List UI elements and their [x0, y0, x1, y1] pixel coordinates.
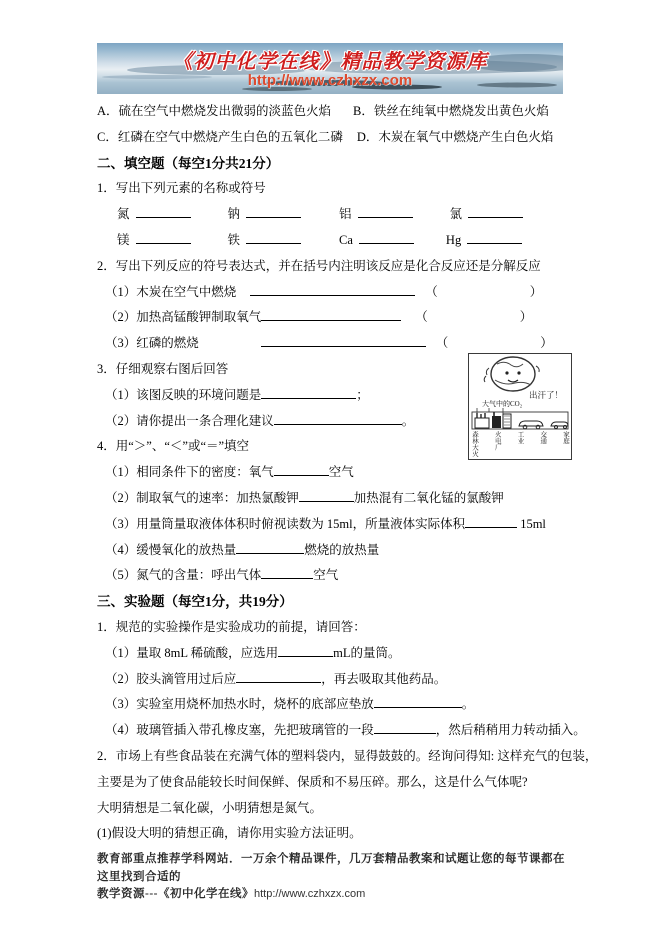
answer-blank	[250, 282, 415, 296]
section-heading-fill-in	[97, 151, 577, 177]
text-segment: 三、实验题（每空1分，共19分）	[97, 594, 293, 610]
spacer	[428, 320, 520, 321]
text-segment: C．红磷在空气中燃烧产生白色的五氧化二磷	[97, 129, 343, 144]
answer-blank	[261, 333, 426, 347]
answer-blank	[299, 488, 354, 502]
text-segment: （2）请你提出一条合理化建议	[105, 413, 274, 428]
banner-title: 《初中化学在线》精品教学资源库	[172, 51, 488, 73]
text-segment: （	[415, 310, 428, 325]
answer-blank	[261, 565, 313, 579]
q4-item-5	[97, 563, 577, 589]
spacer	[301, 217, 339, 218]
q3-figure-co2-cartoon	[468, 353, 572, 460]
answer-blank	[236, 540, 304, 554]
q2-item-2	[97, 305, 577, 331]
answer-blank	[465, 514, 517, 528]
text-segment: （1）量取 8mL 稀硫酸，应选用	[105, 645, 279, 660]
answer-blank	[261, 307, 401, 321]
text-segment: Hg	[445, 232, 462, 247]
answer-blank	[374, 694, 462, 708]
text-segment: 镁	[117, 232, 130, 247]
text-segment: （1）相同条件下的密度：氧气	[105, 465, 274, 480]
footer-url: http://www.czhxzx.com	[254, 888, 366, 900]
text-segment: 铁	[227, 232, 241, 247]
text-segment: 铝	[339, 207, 352, 222]
figure-source-label: 工业	[516, 431, 524, 444]
text-segment: ，再去吸取其他药品。	[321, 671, 447, 686]
answer-blank	[136, 204, 191, 218]
text-segment: 空气	[313, 568, 339, 583]
exp1-prompt	[97, 615, 577, 641]
spacer	[438, 295, 530, 296]
exp1-item-4	[97, 718, 586, 744]
text-segment: ；	[356, 387, 369, 402]
option-line-cd	[97, 125, 577, 151]
footer-line1: 教育部重点推荐学科网站．一万余个精品课件，几万套精品教案和试题让您的每节课都在这里找到合适的	[97, 853, 565, 883]
page-footer	[97, 851, 575, 904]
answer-blank	[261, 385, 356, 399]
spacer	[448, 346, 540, 347]
q2-item-1	[97, 280, 577, 306]
text-segment: 二、填空题（每空1分共21分）	[97, 155, 280, 171]
footer-line2	[97, 886, 575, 904]
text-segment: ，然后稍稍用力转动插入。	[435, 723, 586, 738]
figure-source-label: 火电厂	[493, 431, 501, 451]
text-segment: 2．写出下列反应的符号表达式，并在括号内注明该反应是化合反应还是分解反应	[97, 258, 541, 273]
q1-prompt	[97, 176, 577, 202]
footer-line2-text: 教学资源---《初中化学在线》	[97, 888, 254, 900]
answer-blank	[274, 462, 329, 476]
answer-blank	[468, 204, 523, 218]
option-line-ab	[97, 99, 577, 125]
text-segment: 2．市场上有些食品装在充满气体的塑料袋内，显得鼓鼓的。经询问得知: 这样充气的包装，	[97, 748, 598, 763]
answer-blank	[246, 230, 301, 244]
figure-source-label: 交通	[539, 431, 547, 444]
figure-labels	[471, 431, 569, 457]
exp2-guess-line	[97, 796, 577, 822]
text-segment: 4．用“＞”、“＜”或“＝”填空	[97, 439, 250, 454]
text-segment: 1．写出下列元素的名称或符号	[97, 181, 266, 196]
text-segment: 3．仔细观察右图后回答	[97, 361, 229, 376]
spacer	[199, 346, 261, 347]
figure-sweat-text: 出汗了！	[529, 390, 564, 400]
spacer	[236, 295, 250, 296]
spacer	[191, 243, 228, 244]
text-segment: 氮	[117, 207, 130, 222]
spacer	[426, 346, 436, 347]
text-segment: （5）氮气的含量：呼出气体	[105, 568, 262, 583]
q2-prompt	[97, 254, 577, 280]
spacer	[413, 217, 450, 218]
text-segment: D．木炭在氧气中燃烧产生白色火焰	[356, 129, 554, 144]
text-segment: （3）红磷的燃烧	[105, 336, 199, 351]
text-segment: （2）加热高锰酸钾制取氧气	[105, 310, 262, 325]
document-body	[97, 99, 598, 847]
text-segment: 。	[401, 413, 415, 428]
text-segment: ）	[540, 336, 553, 351]
text-segment: A．硫在空气中燃烧发出微弱的淡蓝色火焰	[97, 104, 332, 118]
exp1-item-2	[97, 667, 577, 693]
exp2-prompt-line1	[97, 744, 598, 770]
spacer	[331, 114, 353, 115]
text-segment: 15ml	[517, 516, 546, 531]
answer-blank	[358, 204, 413, 218]
answer-blank	[246, 204, 301, 218]
text-segment: ）	[529, 284, 543, 299]
text-segment: （4）玻璃管插入带孔橡皮塞，先把玻璃管的一段	[105, 723, 374, 738]
exp2-item-1	[97, 821, 577, 847]
text-segment: （2）制取氧气的速率：加热氯酸钾	[105, 490, 299, 505]
spacer	[414, 243, 446, 244]
q4-item-4	[97, 538, 577, 564]
text-segment: （1）木炭在空气中燃烧	[105, 284, 237, 299]
q4-item-2	[97, 486, 577, 512]
spacer	[301, 243, 339, 244]
exp1-item-1	[97, 641, 577, 667]
element-row-1	[97, 202, 577, 228]
text-segment: (1)假设大明的猜想正确，请你用实验方法证明。	[97, 826, 362, 841]
text-segment: 主要是为了使食品能较长时间保鲜、保质和不易压碎。那么，这是什么气体呢?	[97, 774, 528, 789]
text-segment: 钠	[227, 207, 241, 222]
text-segment: 1．规范的实验操作是实验成功的前提，请回答：	[97, 619, 366, 634]
figure-co2-label: 大气中的CO₂	[482, 400, 523, 408]
text-segment: 空气	[328, 465, 354, 480]
exp1-item-3	[97, 692, 577, 718]
text-segment: mL的量筒。	[333, 645, 401, 660]
answer-blank	[236, 669, 321, 683]
text-segment: （1）该图反映的环境问题是	[105, 387, 262, 402]
element-row-2	[97, 228, 577, 254]
answer-blank	[278, 643, 333, 657]
answer-blank	[467, 230, 522, 244]
text-segment: （	[435, 336, 449, 351]
text-segment: 燃烧的放热量	[304, 542, 380, 557]
spacer	[415, 295, 425, 296]
text-segment: 加热混有二氧化锰的氯酸钾	[353, 490, 504, 505]
answer-blank	[359, 230, 414, 244]
answer-blank	[374, 720, 436, 734]
figure-source-label: 家庭	[562, 431, 569, 444]
text-segment: （3）用量筒量取液体体积时俯视读数为 15ml，所量液体实际体积	[105, 516, 466, 531]
figure-source-label: 森林大火	[471, 431, 478, 457]
text-segment: （4）缓慢氧化的放热量	[105, 542, 237, 557]
spacer	[191, 217, 228, 218]
text-segment: （2）胶头滴管用过后应	[105, 671, 237, 686]
spacer	[343, 140, 357, 141]
text-segment: （	[425, 284, 438, 299]
section-heading-experiment	[97, 589, 577, 615]
text-segment: （3）实验室用烧杯加热水时，烧杯的底部应垫放	[105, 697, 374, 712]
text-segment: 氯	[449, 207, 463, 222]
text-segment: 大明猜想是二氧化碳，小明猜想是氮气。	[97, 800, 323, 815]
q4-item-1	[97, 460, 577, 486]
text-segment: B．铁丝在纯氧中燃烧发出黄色火焰	[353, 104, 549, 118]
answer-blank	[274, 411, 402, 425]
answer-blank	[136, 230, 191, 244]
text-segment: Ca	[339, 232, 353, 247]
exp2-prompt-line2	[97, 770, 577, 796]
text-segment: 。	[461, 697, 475, 712]
spacer	[401, 320, 415, 321]
text-segment: ）	[519, 310, 533, 325]
banner-url: http://www.czhxzx.com	[247, 72, 413, 89]
globe-sweating-illustration	[469, 354, 571, 430]
q4-item-3	[97, 512, 577, 538]
site-banner	[97, 43, 563, 94]
